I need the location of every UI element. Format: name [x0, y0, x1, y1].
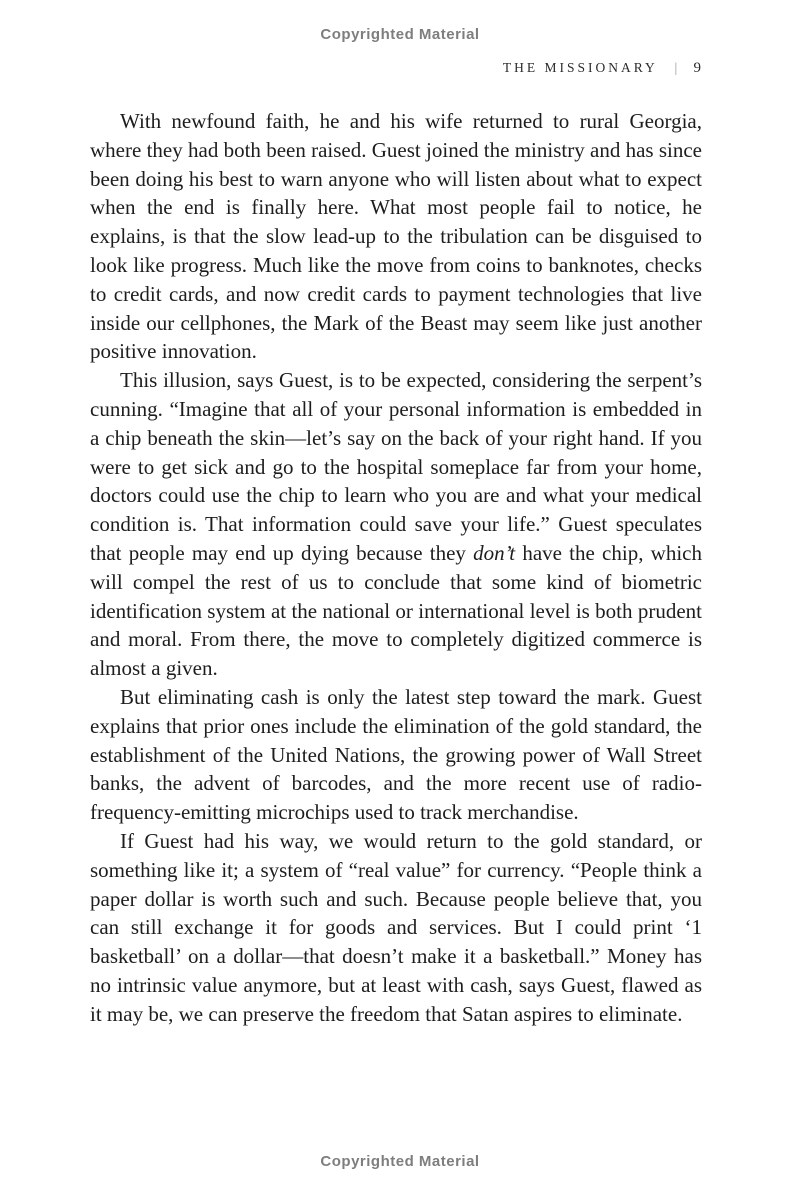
running-head	[503, 60, 701, 77]
chapter-title: THE MISSIONARY	[502, 60, 658, 75]
paragraph: If Guest had his way, we would return to the gold standard, or something like it; a system of “real value” for currency. “People think a paper dollar is worth such and such. Because people believe that, you can still exchange it for goods and services. But I could print ‘1 basketball’ on a dollar—that doesn’t make it a basketball.” Money has no intrinsic value anymore, but at least with cash, says Guest, flawed as it may be, we can preserve the freedom that Satan aspires to eliminate.	[90, 828, 702, 1026]
header-separator-bar: |	[674, 60, 679, 75]
body-text	[90, 107, 702, 1029]
copyright-notice-top: Copyrighted Material	[320, 26, 480, 43]
copyright-notice-bottom: Copyrighted Material	[320, 1153, 480, 1170]
paragraph: But eliminating cash is only the latest step toward the mark. Guest explains that prior ones include the elimination of the gold standard, the establishment of the United Nations, the growing power of Wall Street banks, the advent of barcodes, and the more recent use of radio-frequency-emitting microchips used to track merchandise.	[90, 684, 702, 825]
paragraph: This illusion, says Guest, is to be expected, considering the serpent’s cunning. “Imagine that all of your personal information is embedded in a chip beneath the skin—let’s say on the back of your right hand. If you were to get sick and go to the hospital someplace far from your home, doctors could use the chip to learn who you are and what your medical condition is. That information could save your life.” Guest speculates that people may end up dying because they don’t have the chip, which will compel the rest of us to conclude that some kind of biometric identification system at the national or international level is both prudent and moral. From there, the move to completely digitized commerce is almost a given.	[90, 368, 702, 681]
page-number: 9	[693, 60, 701, 76]
paragraph: With newfound faith, he and his wife returned to rural Georgia, where they had both been raised. Guest joined the ministry and has since been doing his best to warn anyone who will listen about what to expect when the end is finally here. What most people fail to notice, he explains, is that the slow lead-up to the tribulation can be disguised to look like progress. Much like the move from coins to banknotes, checks to credit cards, and now credit cards to payment technologies that live inside our cellphones, the Mark of the Beast may seem like just another positive innovation.	[90, 109, 702, 364]
